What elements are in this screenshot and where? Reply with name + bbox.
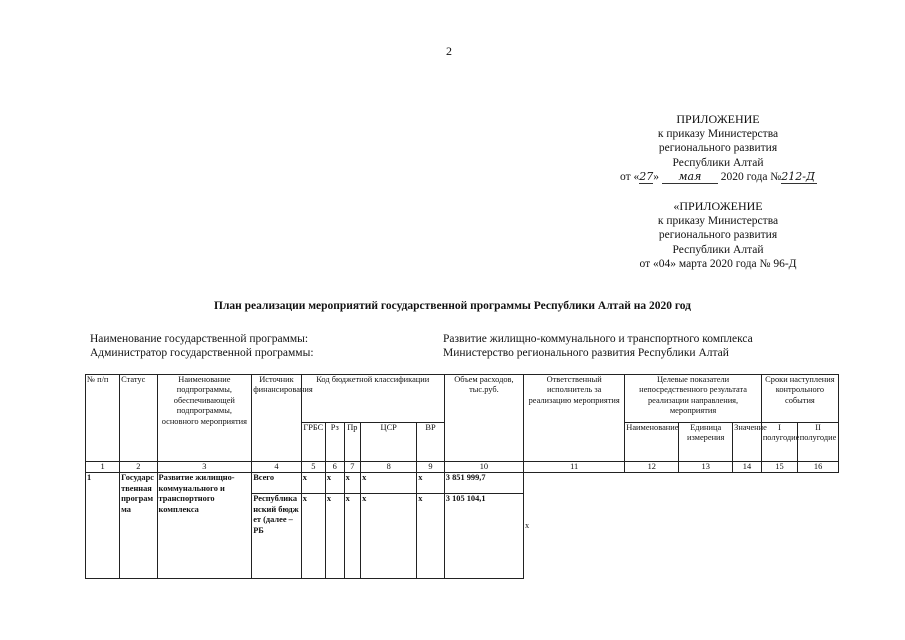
- handwritten-month: мая: [662, 170, 718, 184]
- col-budget-code-header: Код бюджетной классификации: [301, 375, 444, 423]
- col-grbs-header: ГРБС: [301, 423, 325, 462]
- column-number: 15: [761, 462, 797, 473]
- header-row-1: [86, 375, 839, 423]
- row-status: Государственная программа: [120, 473, 157, 579]
- column-number: 14: [733, 462, 762, 473]
- program-admin-value: Министерство регионального развития Республики Алтай: [443, 347, 729, 359]
- handwritten-number: 212-Д: [781, 170, 817, 184]
- row-source-rb: Республиканский бюджет (далее – РБ: [252, 494, 302, 579]
- program-admin-label: Администратор государственной программы:: [90, 347, 314, 359]
- column-number-row: [86, 462, 839, 473]
- appendix-old-date: от «04» марта 2020 года № 96-Д: [639, 258, 797, 270]
- col-deadlines-header: Сроки наступления контрольного события: [761, 375, 838, 423]
- row-grbs: х: [301, 494, 325, 579]
- col-pr-header: Пр: [344, 423, 361, 462]
- date-suffix: 2020 года №: [720, 171, 782, 183]
- row-csr: х: [361, 494, 417, 579]
- row-num: 1: [86, 473, 120, 579]
- col-status-header: Статус: [120, 375, 157, 462]
- col-csr-header: ЦСР: [361, 423, 417, 462]
- row-responsible: х: [524, 473, 839, 579]
- row-rz: х: [325, 473, 344, 494]
- column-number: 11: [524, 462, 625, 473]
- appendix-new-line2: регионального развития: [658, 142, 778, 154]
- page-number: 2: [446, 44, 452, 58]
- col-target-name-header: Наименование: [625, 423, 679, 462]
- column-number: 6: [325, 462, 344, 473]
- row-rz: х: [325, 494, 344, 579]
- row-vr: х: [417, 473, 445, 494]
- row-volume: 3 105 104,1: [444, 494, 523, 579]
- row-name: Развитие жилищно-коммунального и транспортного комплекса: [157, 473, 252, 579]
- col-volume-header: Объем расходов, тыс.руб.: [444, 375, 523, 462]
- col-h2-header: II полугодие: [798, 423, 839, 462]
- column-number: 1: [86, 462, 120, 473]
- appendix-old: [618, 199, 818, 272]
- program-name-label: Наименование государственной программы:: [90, 333, 309, 345]
- row-volume: 3 851 999,7: [444, 473, 523, 494]
- column-number: 5: [301, 462, 325, 473]
- program-name-value: Развитие жилищно-коммунального и транспортного комплекса: [443, 333, 753, 345]
- column-number: 2: [120, 462, 157, 473]
- col-targets-header: Целевые показатели непосредственного результата реализации направления, мероприятия: [625, 375, 762, 423]
- col-rz-header: Рз: [325, 423, 344, 462]
- column-number: 9: [417, 462, 445, 473]
- col-source-header: Источник финансирования: [252, 375, 302, 462]
- appendix-new: [628, 112, 808, 170]
- row-pr: х: [344, 494, 361, 579]
- date-mid: »: [653, 171, 659, 183]
- col-num-header: № п/п: [86, 375, 120, 462]
- appendix-old-line3: Республики Алтай: [672, 243, 764, 256]
- row-pr: х: [344, 473, 361, 494]
- column-number: 13: [679, 462, 733, 473]
- column-number: 16: [798, 462, 839, 473]
- column-number: 3: [157, 462, 252, 473]
- date-prefix: от «: [620, 171, 640, 183]
- appendix-old-title: «ПРИЛОЖЕНИЕ: [673, 199, 763, 213]
- row-vr: х: [417, 494, 445, 579]
- col-h1-header: I полугодие: [761, 423, 797, 462]
- table-row: [86, 473, 839, 494]
- row-source-total: Всего: [252, 473, 302, 494]
- col-name-header: Наименование подпрограммы, обеспечивающей подпрограммы, основного мероприятия: [157, 375, 252, 462]
- col-target-value-header: Значение: [733, 423, 762, 462]
- column-number: 4: [252, 462, 302, 473]
- handwritten-day: 27: [639, 170, 654, 183]
- appendix-new-title: ПРИЛОЖЕНИЕ: [676, 112, 760, 126]
- appendix-new-date: [620, 170, 817, 184]
- appendix-new-line3: Республики Алтай: [672, 156, 764, 169]
- document-title: План реализации мероприятий государственной программы Республики Алтай на 2020 год: [214, 300, 691, 312]
- row-csr: х: [361, 473, 417, 494]
- col-responsible-header: Ответственный исполнитель за реализацию мероприятия: [524, 375, 625, 462]
- column-number: 12: [625, 462, 679, 473]
- appendix-old-line2: регионального развития: [658, 229, 778, 241]
- appendix-new-line1: к приказу Министерства: [657, 127, 779, 140]
- column-number: 10: [444, 462, 523, 473]
- appendix-old-line1: к приказу Министерства: [657, 214, 779, 227]
- column-number: 8: [361, 462, 417, 473]
- row-grbs: х: [301, 473, 325, 494]
- col-target-unit-header: Единица измерения: [679, 423, 733, 462]
- plan-table: [85, 374, 839, 579]
- column-number: 7: [344, 462, 361, 473]
- col-vr-header: ВР: [417, 423, 445, 462]
